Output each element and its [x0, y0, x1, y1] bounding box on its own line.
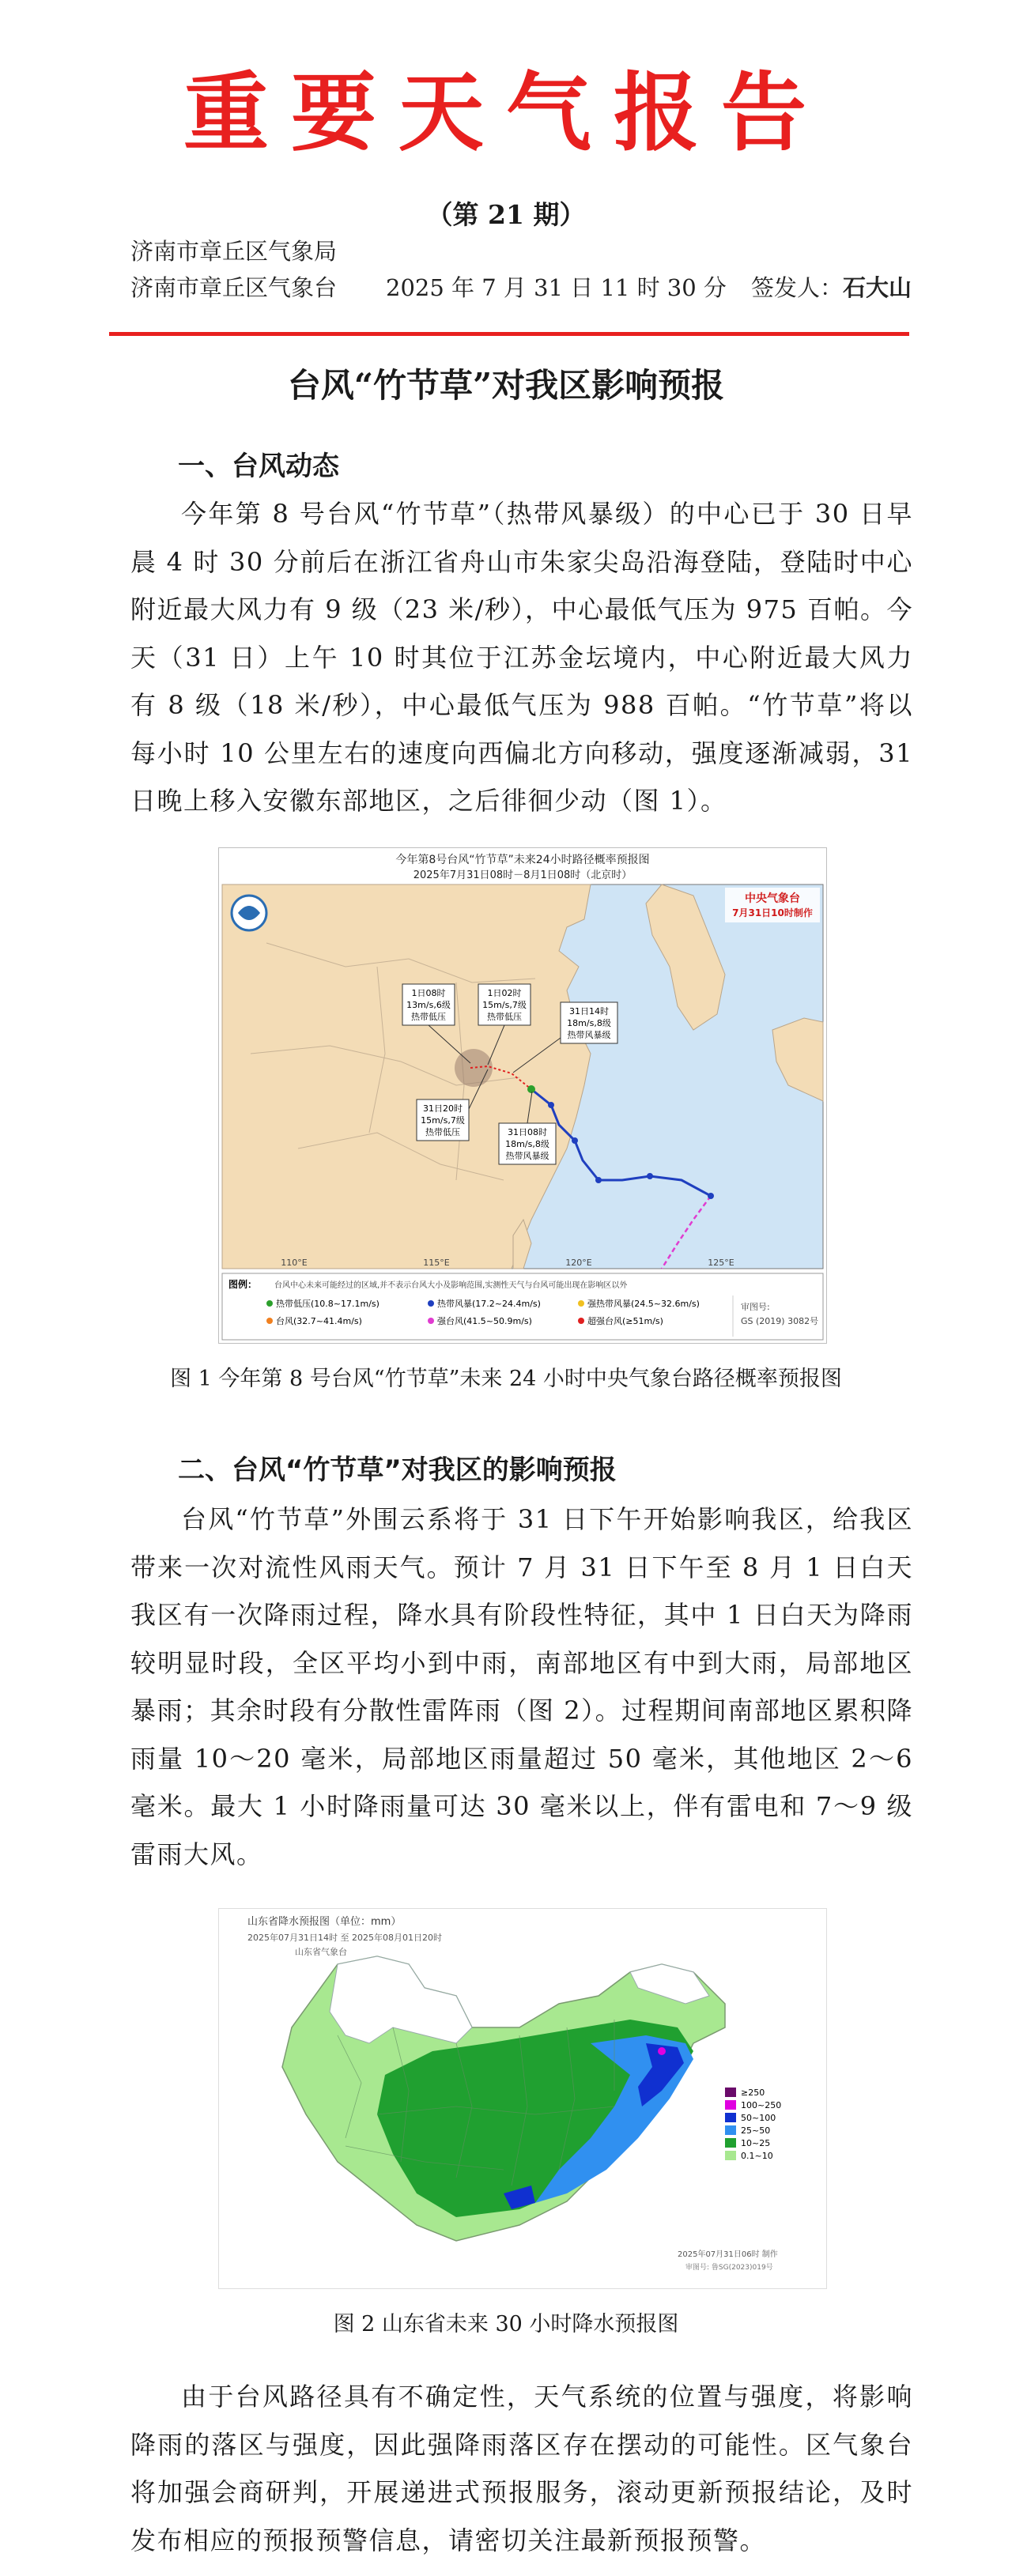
track-point: [548, 1102, 554, 1108]
legend-note: 台风中心未来可能经过的区域,并不表示台风大小及影响范围,实测性天气与台风可能出现在影响区以外: [274, 1281, 628, 1290]
section2-heading: 二、台风“竹节草”对我区的影响预报: [178, 1454, 617, 1486]
legend-label: 100~250: [741, 2100, 782, 2110]
legend-marker: [428, 1300, 434, 1307]
map-review-label: 审图号:: [741, 1302, 770, 1312]
fig2-agency: 山东省气象台: [295, 1947, 347, 1957]
lon-label: 120°E: [565, 1258, 592, 1268]
svg-text:31日20时: 31日20时: [423, 1103, 463, 1114]
legend-swatch: [725, 2125, 736, 2135]
lon-label: 125°E: [708, 1258, 734, 1268]
legend-item: 台风(32.7~41.4m/s): [276, 1316, 362, 1326]
svg-text:热带低压: 热带低压: [425, 1127, 460, 1137]
signer-label: 签发人：: [751, 274, 844, 301]
figure1-caption: 图 1 今年第 8 号台风“竹节草”未来 24 小时中央气象台路径概率预报图: [170, 1367, 842, 1391]
svg-text:热带低压: 热带低压: [411, 1012, 446, 1022]
legend-marker: [266, 1318, 273, 1324]
track-point: [708, 1193, 714, 1199]
issuer-bureau: 济南市章丘区气象局: [130, 238, 338, 265]
legend-swatch: [725, 2138, 736, 2148]
probability-circle: [455, 1049, 493, 1087]
fig1-agency: 中央气象台: [745, 892, 800, 905]
legend-item: 强台风(41.5~50.9m/s): [437, 1316, 532, 1326]
issue-datetime: 2025 年 7 月 31 日 11 时 30 分: [386, 274, 727, 301]
legend-label: ≥250: [741, 2088, 765, 2098]
legend-marker: [578, 1300, 584, 1307]
legend-marker: [428, 1318, 434, 1324]
fig1-title: 今年第8号台风“竹节草”未来24小时路径概率预报图: [395, 854, 650, 866]
track-point: [572, 1137, 578, 1144]
legend-marker: [266, 1300, 273, 1307]
fig1-subtitle: 2025年7月31日08时－8月1日08时（北京时）: [413, 869, 632, 881]
signer-name: 石大山: [843, 274, 912, 301]
legend-swatch: [725, 2100, 736, 2110]
legend-label: 50~100: [741, 2113, 776, 2123]
legend-swatch: [725, 2151, 736, 2160]
legend-item: 强热带风暴(24.5~32.6m/s): [587, 1299, 700, 1309]
fig2-map-number: 审图号: 鲁SG(2023)019号: [685, 2264, 773, 2272]
svg-text:31日08时: 31日08时: [508, 1127, 547, 1137]
map-review-number: GS (2019) 3082号: [741, 1316, 819, 1326]
svg-text:热带风暴级: 热带风暴级: [505, 1151, 549, 1161]
track-point: [595, 1177, 602, 1183]
fig2-period: 2025年07月31日14时 至 2025年08月01日20时: [247, 1933, 442, 1943]
svg-text:15m/s,7级: 15m/s,7级: [421, 1115, 465, 1126]
legend-item: 热带风暴(17.2~24.4m/s): [437, 1299, 541, 1309]
svg-text:18m/s,8级: 18m/s,8级: [567, 1018, 611, 1028]
svg-text:1日02时: 1日02时: [487, 988, 522, 998]
legend-label: 10~25: [741, 2138, 771, 2148]
typhoon-track-map: [219, 848, 826, 1343]
svg-text:31日14时: 31日14时: [569, 1006, 609, 1016]
svg-text:13m/s,6级: 13m/s,6级: [406, 1000, 451, 1010]
legend-item: 超强台风(≥51m/s): [587, 1316, 663, 1326]
report-title: 重要天气报告: [183, 63, 829, 163]
precipitation-map: [219, 1909, 826, 2288]
svg-text:热带风暴级: 热带风暴级: [567, 1030, 611, 1040]
section3-paragraph: 由于台风路径具有不确定性，天气系统的位置与强度，将影响降雨的落区与强度，因此强降雨落区存在摆动的可能性。区气象台将加强会商研判，开展递进式预报服务，滚动更新预报结论，及时发布相应的预报预警信息，请密切关注最新预报预警。: [130, 2382, 913, 2555]
lon-label: 115°E: [423, 1258, 450, 1268]
rain-100-250-spot: [658, 2047, 666, 2055]
legend-title: 图例：: [228, 1279, 258, 1290]
track-point: [647, 1173, 653, 1179]
issue-number: （第 21 期）: [426, 199, 586, 230]
legend-item: 热带低压(10.8~17.1m/s): [276, 1299, 380, 1309]
header-divider: [109, 332, 909, 336]
fig2-legend: [725, 2088, 781, 2161]
legend-marker: [578, 1318, 584, 1324]
precipitation-figure: [218, 1908, 827, 2289]
signer: [751, 272, 912, 304]
typhoon-track-figure: [218, 847, 827, 1344]
mainland-china: [222, 884, 591, 1269]
issuer-station: 济南市章丘区气象台: [130, 274, 338, 301]
legend-swatch: [725, 2113, 736, 2122]
lon-label: 110°E: [281, 1258, 308, 1268]
section1-paragraph: 今年第 8 号台风“竹节草”（热带风暴级）的中心已于 30 日早晨 4 时 30 分前后在浙江省舟山市朱家尖岛沿海登陆，登陆时中心附近最大风力有 9 级（23 米/秒），中心最低气压为 975 百帕。今天（31 日）上午 10 时其位于江苏金坛境内，中心附近最大风力有 8 级（18 米/秒），中心最低气压为 988 百帕。“竹节草”将以每小时 10 公里左右的速度向西偏北方向移动，强度逐渐减弱，31 日晚上移入安徽东部地区，之后徘徊少动（图 1）。: [130, 499, 913, 816]
figure2-caption: 图 2 山东省未来 30 小时降水预报图: [333, 2312, 679, 2337]
svg-text:18m/s,8级: 18m/s,8级: [505, 1139, 549, 1149]
legend-swatch: [725, 2088, 736, 2097]
current-position-point: [527, 1085, 535, 1093]
legend-label: 0.1~10: [741, 2151, 773, 2161]
document-title: 台风“竹节草”对我区影响预报: [287, 366, 725, 405]
fig2-made: 2025年07月31日06时 制作: [678, 2250, 778, 2259]
fig2-title: 山东省降水预报图（单位：mm）: [247, 1916, 402, 1928]
svg-text:15m/s,7级: 15m/s,7级: [482, 1000, 527, 1010]
fig1-made: 7月31日10时制作: [732, 907, 813, 918]
svg-text:热带低压: 热带低压: [487, 1012, 522, 1022]
legend-label: 25~50: [741, 2125, 771, 2136]
section2-paragraph: 台风“竹节草”外围云系将于 31 日下午开始影响我区，给我区带来一次对流性风雨天气。预计 7 月 31 日下午至 8 月 1 日白天我区有一次降雨过程，降水具有阶段性特征，其中 1 日白天为降雨较明显时段，全区平均小到中雨，南部地区有中到大雨，局部地区暴雨；其余时段有分散性雷阵雨（图 2）。过程期间南部地区累积降雨量 10～20 毫米，局部地区雨量超过 50 毫米，其他地区 2～6 毫米。最大 1 小时降雨量可达 30 毫米以上，伴有雷电和 7～9 级雷雨大风。: [130, 1504, 913, 1869]
section1-heading: 一、台风动态: [178, 451, 339, 482]
svg-text:1日08时: 1日08时: [411, 988, 446, 998]
